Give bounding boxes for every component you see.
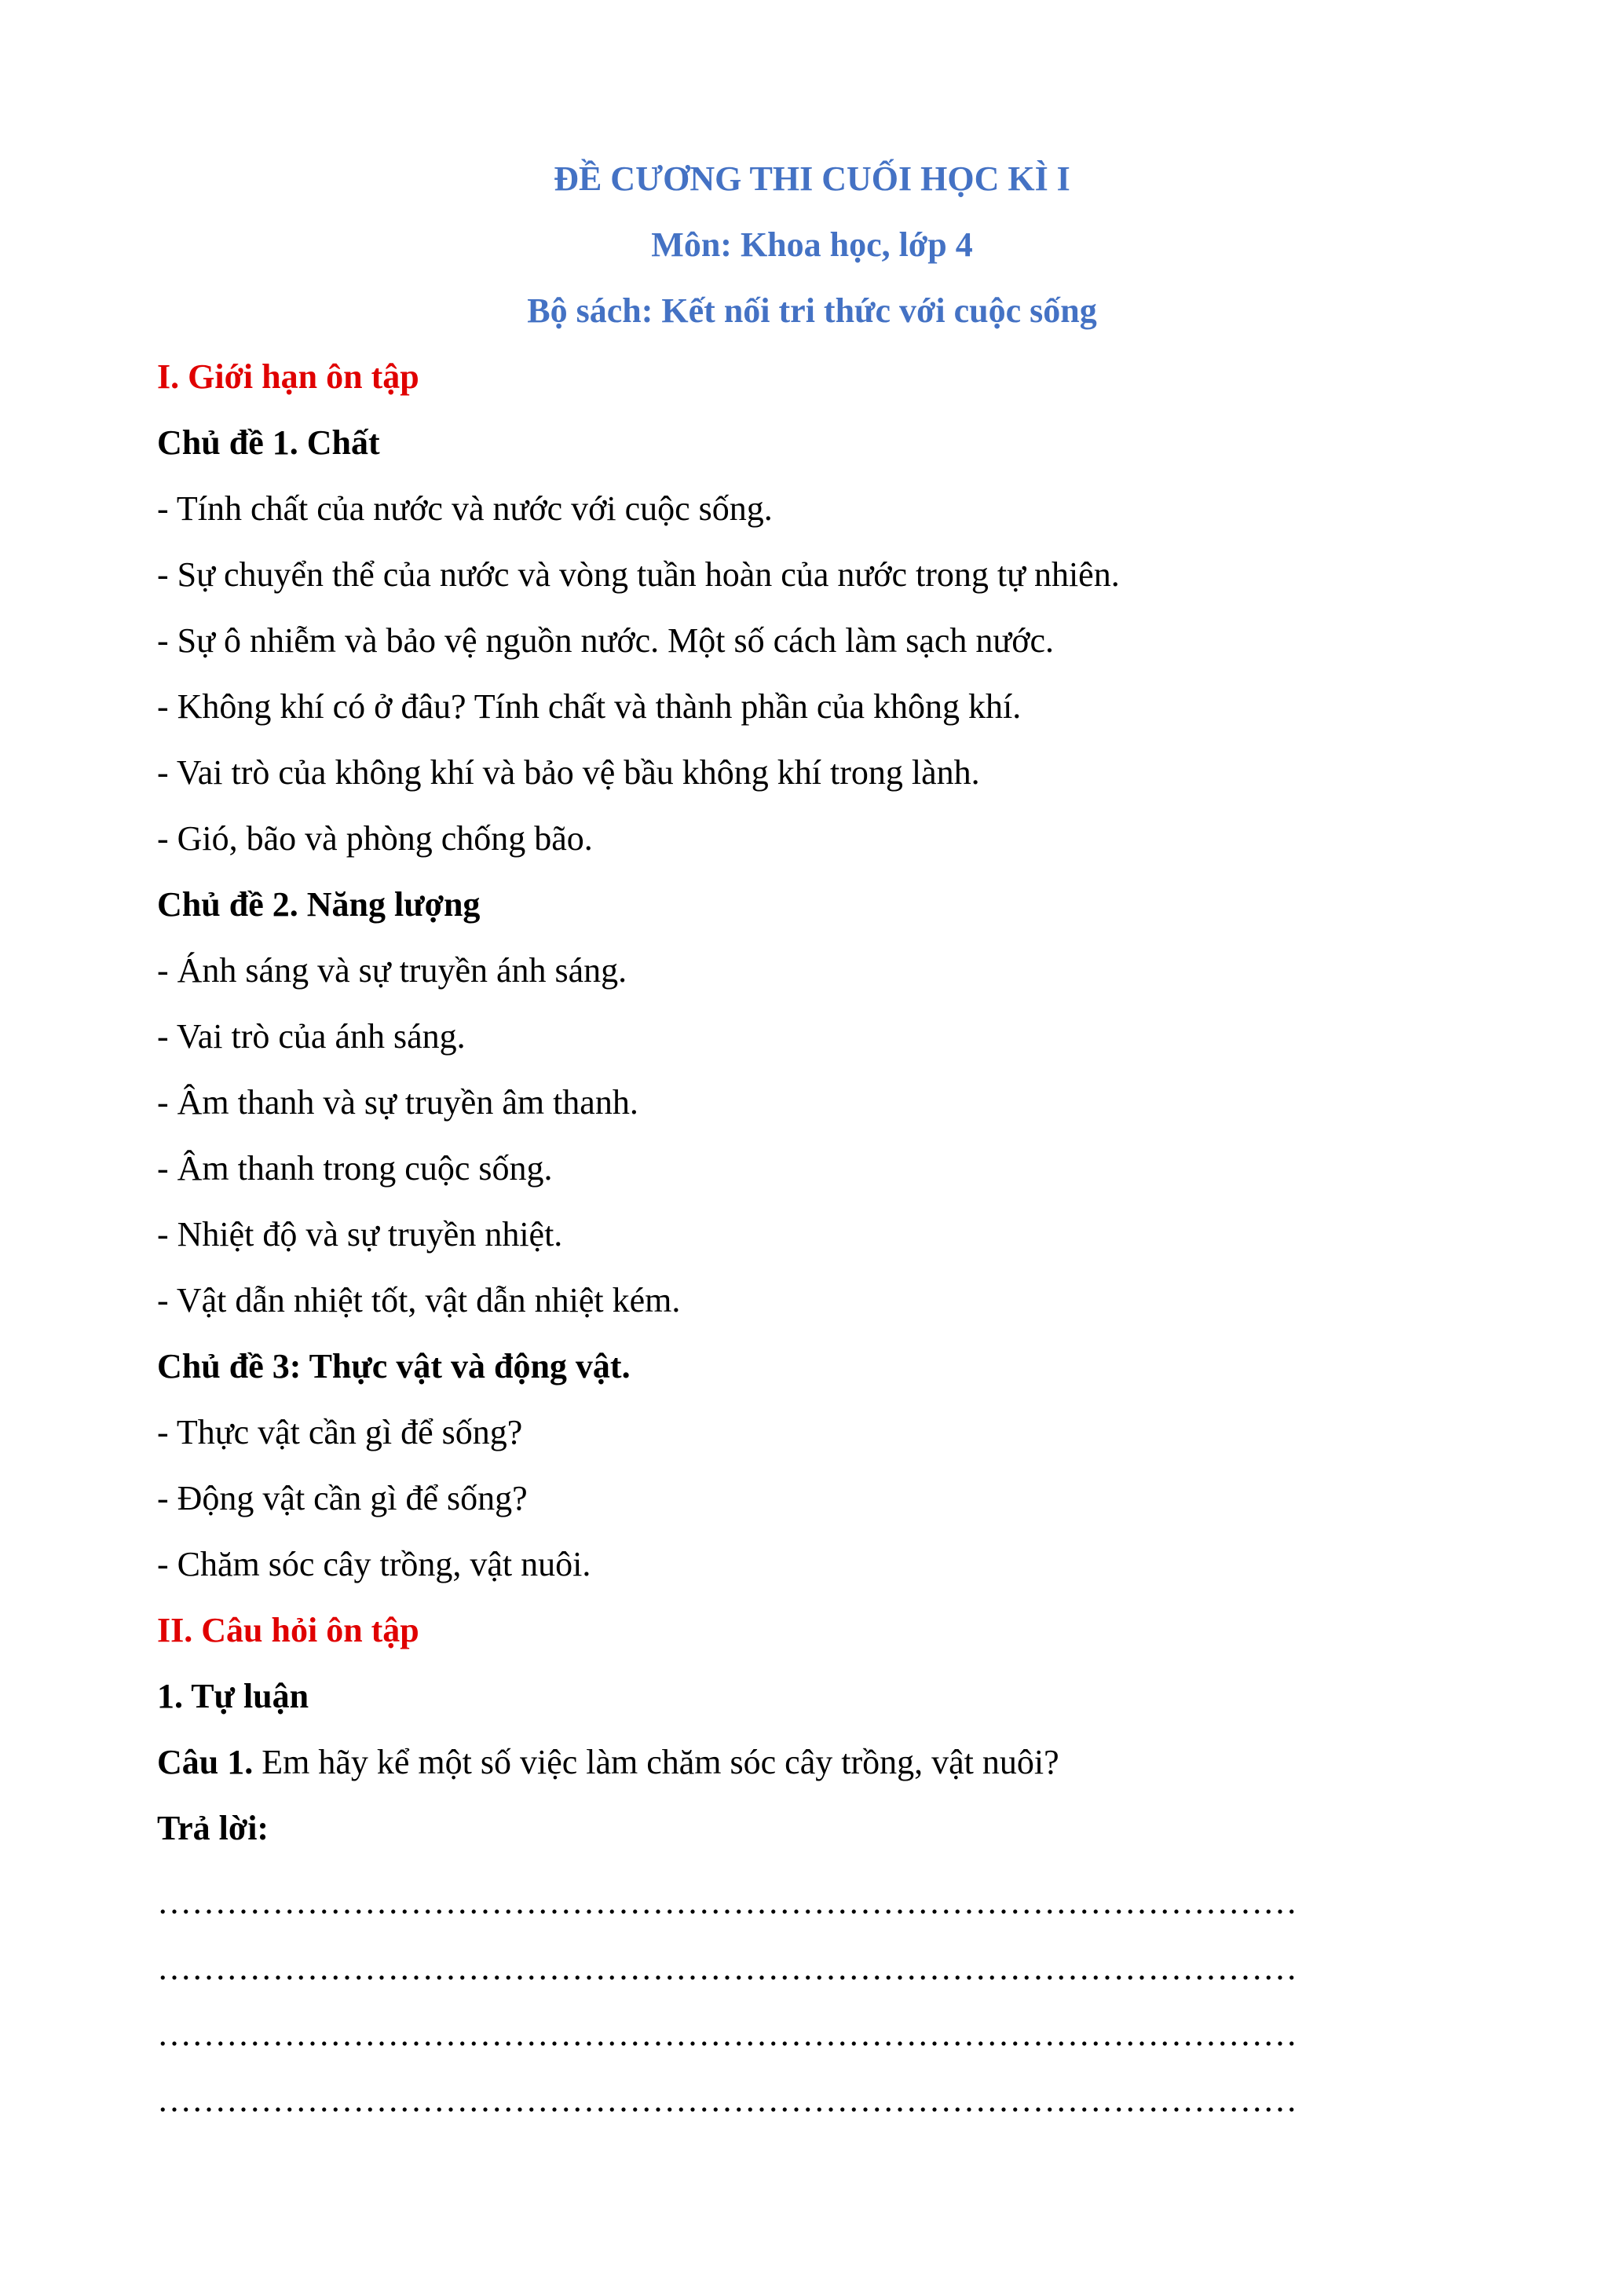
topic-2-title: Chủ đề 2. Năng lượng — [157, 885, 481, 924]
list-item: - Sự chuyển thể của nước và vòng tuần hoàn của nước trong tự nhiên. — [157, 555, 1120, 594]
list-item: - Chăm sóc cây trồng, vật nuôi. — [157, 1545, 591, 1583]
question-label: Câu 1. — [157, 1743, 254, 1781]
list-item: - Âm thanh trong cuộc sống. — [157, 1149, 553, 1188]
list-item: - Vai trò của không khí và bảo vệ bầu không khí trong lành. — [157, 753, 980, 792]
question-text: Em hãy kể một số việc làm chăm sóc cây trồng, vật nuôi? — [253, 1743, 1059, 1781]
document-subject: Môn: Khoa học, lớp 4 — [651, 225, 973, 264]
list-item: - Sự ô nhiễm và bảo vệ nguồn nước. Một số cách làm sạch nước. — [157, 621, 1055, 660]
list-item: - Tính chất của nước và nước với cuộc sống. — [157, 489, 773, 528]
list-item: - Vai trò của ánh sáng. — [157, 1017, 466, 1056]
document-book: Bộ sách: Kết nối tri thức với cuộc sống — [527, 291, 1097, 330]
list-item: - Thực vật cần gì để sống? — [157, 1413, 523, 1451]
topic-1-title: Chủ đề 1. Chất — [157, 423, 380, 462]
topic-3-title: Chủ đề 3: Thực vật và động vật. — [157, 1347, 631, 1385]
question-1 — [157, 1740, 1059, 1784]
list-item: - Động vật cần gì để sống? — [157, 1479, 528, 1517]
list-item: - Ánh sáng và sự truyền ánh sáng. — [157, 951, 627, 990]
section-heading-review-scope: I. Giới hạn ôn tập — [157, 357, 419, 396]
answer-line[interactable]: ……………………………………………………………………………………… — [157, 2015, 1297, 2053]
list-item: - Âm thanh và sự truyền âm thanh. — [157, 1083, 638, 1122]
essay-subheading: 1. Tự luận — [157, 1677, 309, 1715]
list-item: - Nhiệt độ và sự truyền nhiệt. — [157, 1215, 563, 1254]
answer-label: Trả lời: — [157, 1809, 269, 1847]
list-item: - Không khí có ở đâu? Tính chất và thành phần của không khí. — [157, 687, 1022, 726]
answer-line[interactable]: ……………………………………………………………………………………… — [157, 2081, 1297, 2119]
document-title: ĐỀ CƯƠNG THI CUỐI HỌC KÌ I — [554, 159, 1070, 198]
list-item: - Vật dẫn nhiệt tốt, vật dẫn nhiệt kém. — [157, 1281, 681, 1320]
answer-line[interactable]: ……………………………………………………………………………………… — [157, 1949, 1297, 1987]
section-heading-review-questions: II. Câu hỏi ôn tập — [157, 1611, 419, 1649]
answer-line[interactable]: ……………………………………………………………………………………… — [157, 1883, 1297, 1921]
list-item: - Gió, bão và phòng chống bão. — [157, 819, 593, 858]
